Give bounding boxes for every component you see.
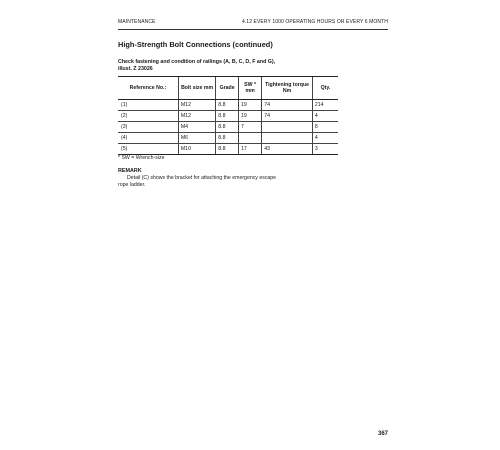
table-footnote: * SW = Wrench-size: [118, 155, 165, 161]
cell-reference: (2): [118, 111, 178, 122]
cell-bolt-size: M4: [178, 122, 215, 133]
cell-torque: 74: [262, 100, 313, 111]
remark-text: Detail (C) shows the bracket for attaching the emergency escape rope ladder.: [118, 175, 277, 188]
cell-grade: 8.8: [216, 100, 239, 111]
cell-qty: 4: [312, 133, 338, 144]
cell-qty: 3: [312, 144, 338, 155]
header-section-label: MAINTENANCE: [118, 19, 156, 25]
cell-bolt-size: M12: [178, 111, 215, 122]
cell-reference: (1): [118, 100, 178, 111]
cell-wrench-size: [238, 133, 261, 144]
table-header-row: [118, 77, 338, 100]
section-title: High-Strength Bolt Connections (continued): [118, 40, 273, 49]
cell-reference: (3): [118, 122, 178, 133]
cell-torque: 74: [262, 111, 313, 122]
col-header-reference: Reference No.:: [118, 77, 178, 100]
col-header-bolt-size: Bolt size mm: [178, 77, 215, 100]
cell-bolt-size: M10: [178, 144, 215, 155]
cell-torque: 43: [262, 144, 313, 155]
header-interval-label: 4.12 EVERY 1000 OPERATING HOURS OR EVERY 6 MONTH: [241, 19, 388, 25]
cell-wrench-size: 7: [238, 122, 261, 133]
page-header: [118, 19, 388, 30]
cell-grade: 8.8: [216, 133, 239, 144]
page-number: 367: [377, 431, 388, 437]
table-row: [118, 111, 338, 122]
col-header-grade: Grade: [216, 77, 239, 100]
col-header-wrench-size: SW * mm: [238, 77, 261, 100]
cell-bolt-size: M6: [178, 133, 215, 144]
cell-wrench-size: 19: [238, 100, 261, 111]
cell-grade: 8.8: [216, 111, 239, 122]
col-header-qty: Qty.: [312, 77, 338, 100]
cell-torque: [262, 122, 313, 133]
cell-grade: 8.8: [216, 144, 239, 155]
cell-reference: (5): [118, 144, 178, 155]
cell-wrench-size: 17: [238, 144, 261, 155]
col-header-torque: Tightening torque Nm: [262, 77, 313, 100]
section-subtitle: Check fastening and condition of railings (A, B, C, D, F and G), illust. Z 23026: [118, 59, 276, 72]
cell-bolt-size: M12: [178, 100, 215, 111]
cell-wrench-size: 19: [238, 111, 261, 122]
table-row: [118, 144, 338, 155]
bolt-table: [118, 76, 338, 155]
cell-torque: [262, 133, 313, 144]
cell-qty: 8: [312, 122, 338, 133]
cell-qty: 4: [312, 111, 338, 122]
table-row: [118, 133, 338, 144]
cell-qty: 214: [312, 100, 338, 111]
cell-grade: 8.8: [216, 122, 239, 133]
table-row: [118, 122, 338, 133]
cell-reference: (4): [118, 133, 178, 144]
remark-heading: REMARK: [118, 168, 142, 174]
table-row: [118, 100, 338, 111]
